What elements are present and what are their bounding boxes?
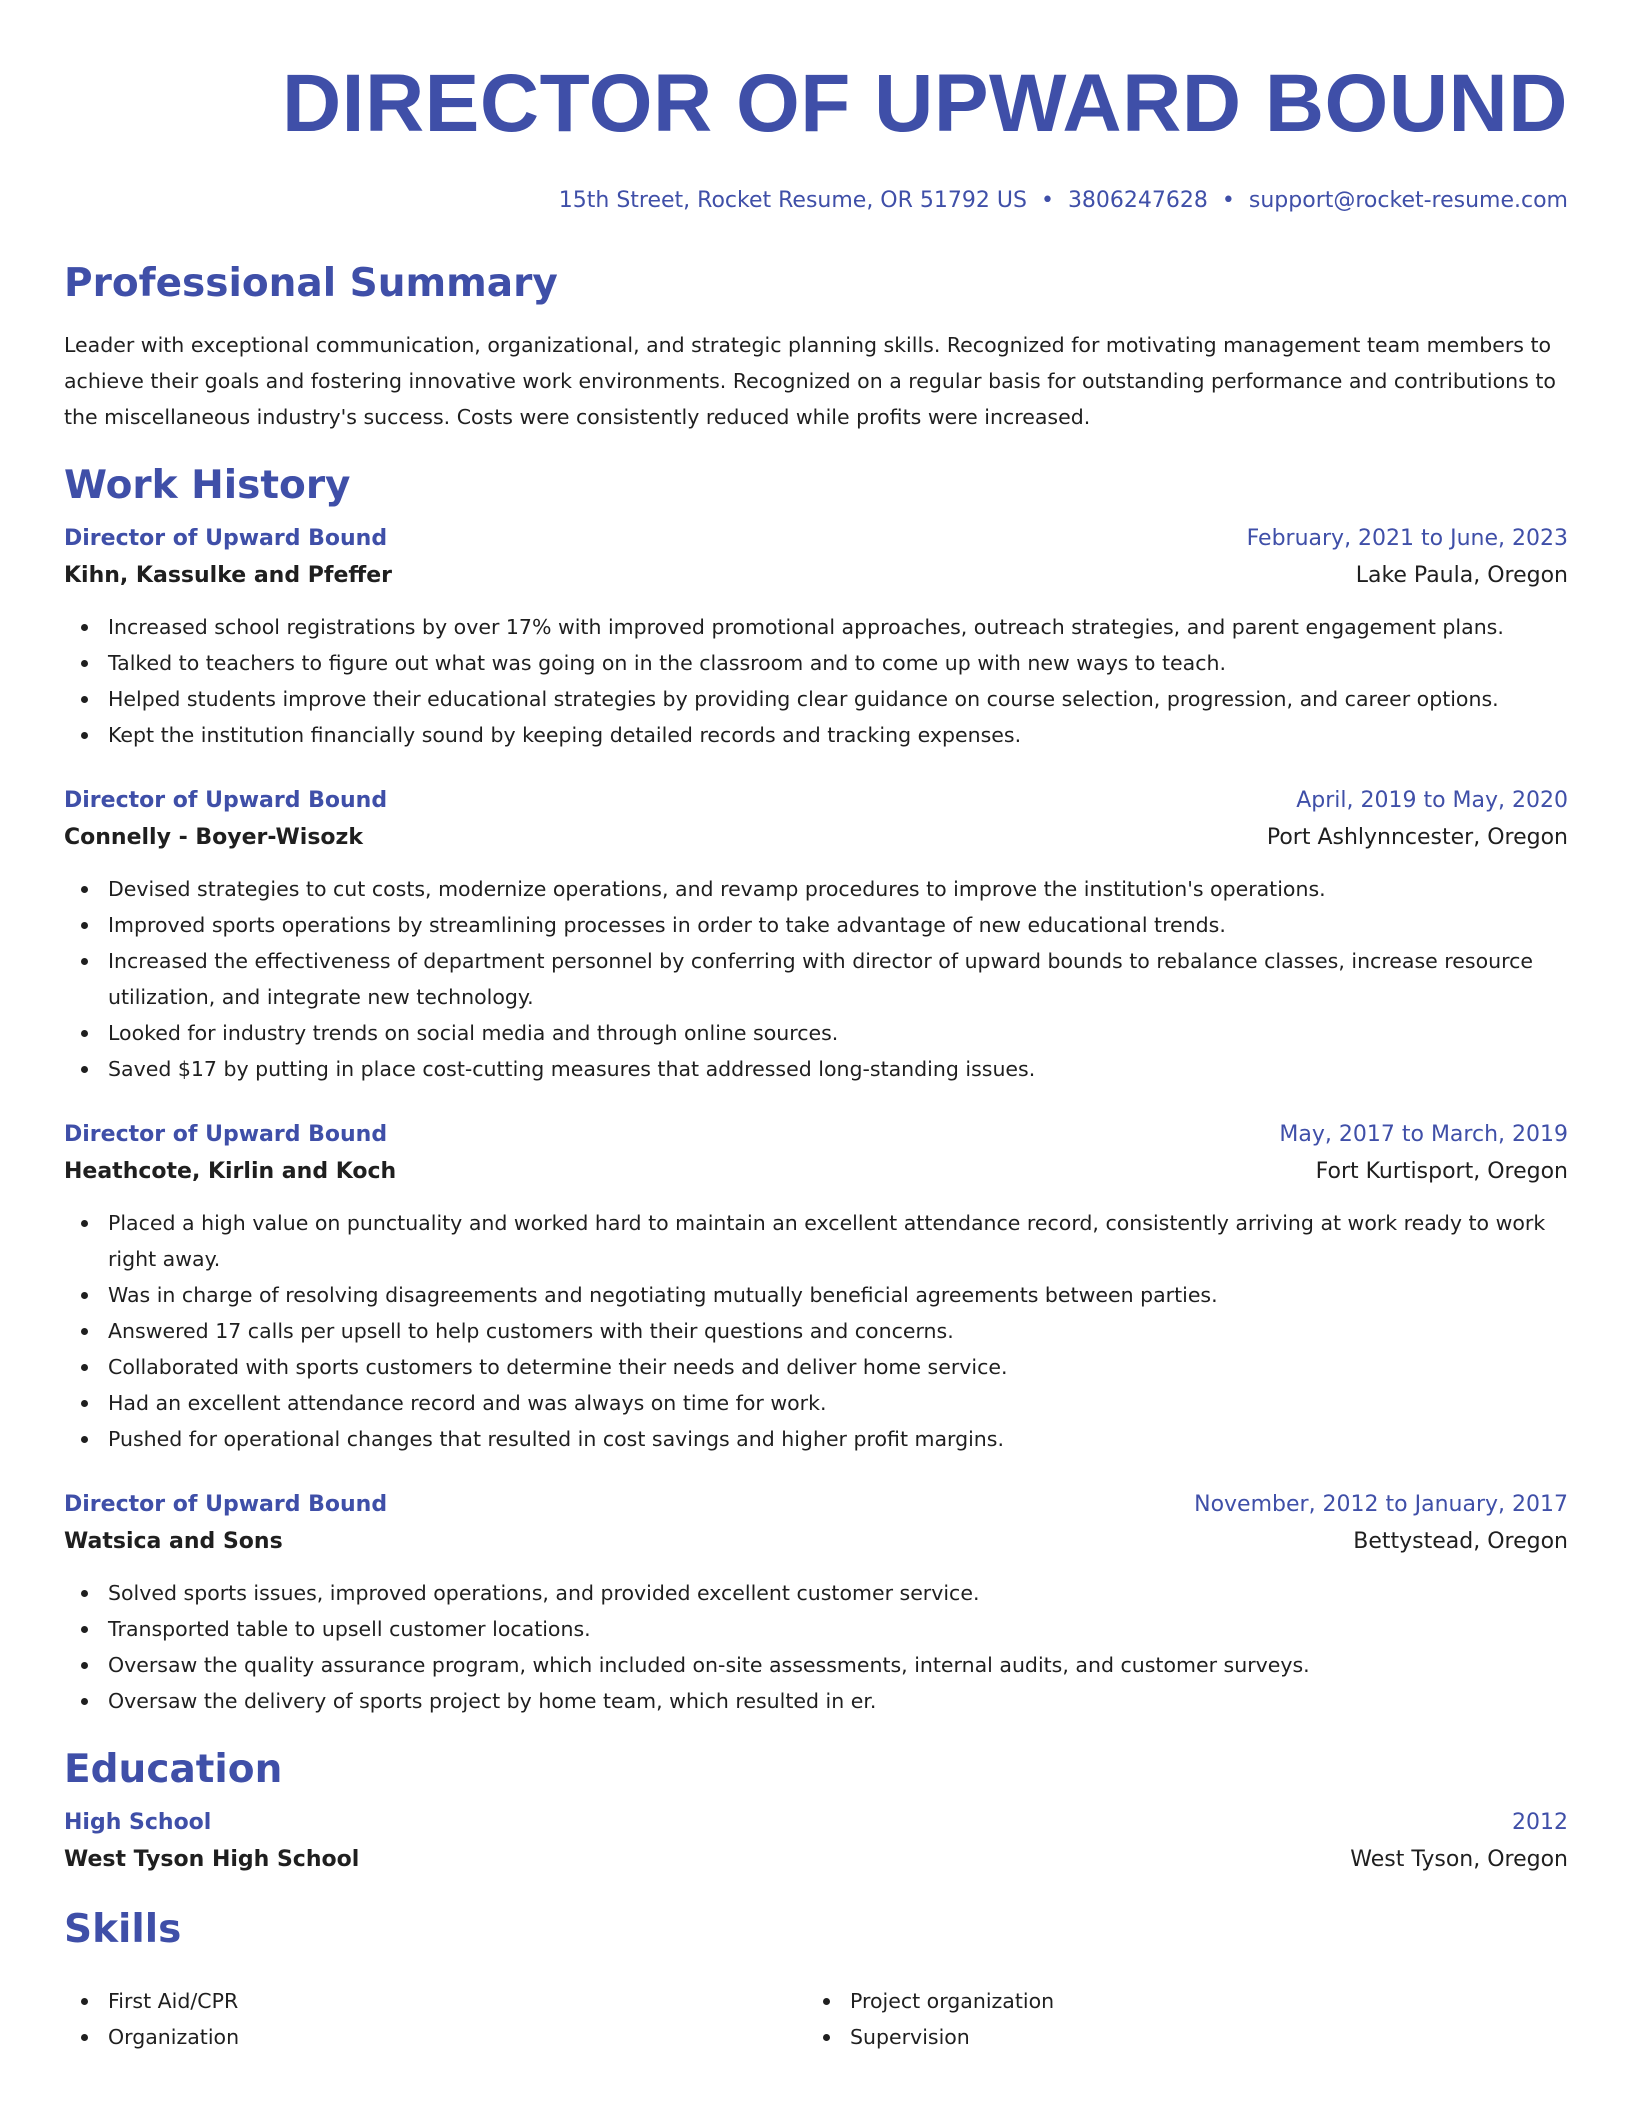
contact-line <box>64 186 1568 216</box>
job-bullets <box>64 1205 1568 1457</box>
job-bullet: Helped students improve their educational strategies by providing clear guidance on course selection, progression, and career options. <box>64 681 1568 717</box>
job-bullet: Improved sports operations by streamlining processes in order to take advantage of new educational trends. <box>64 907 1568 943</box>
job-bullet: Collaborated with sports customers to determine their needs and deliver home service. <box>64 1349 1568 1385</box>
job-location: Bettystead, Oregon <box>1353 1529 1568 1554</box>
job-bullet: Had an excellent attendance record and was always on time for work. <box>64 1385 1568 1421</box>
education-school: West Tyson High School <box>64 1847 360 1872</box>
contact-phone: 3806247628 <box>1067 188 1208 213</box>
summary-section <box>64 259 1568 435</box>
job-location: Lake Paula, Oregon <box>1355 563 1568 588</box>
candidate-title: DIRECTOR OF UPWARD BOUND <box>281 58 1568 149</box>
job-title: Director of Upward Bound <box>64 788 388 813</box>
contact-email[interactable]: support@rocket-resume.com <box>1248 188 1568 213</box>
job-bullet: Was in charge of resolving disagreements and negotiating mutually beneficial agreements between parties. <box>64 1277 1568 1313</box>
summary-heading: Professional Summary <box>64 261 558 306</box>
job-company: Watsica and Sons <box>64 1529 283 1554</box>
education-location: West Tyson, Oregon <box>1350 1847 1568 1872</box>
contact-separator: • <box>1221 188 1235 213</box>
job-bullets <box>64 609 1568 753</box>
job-company: Kihn, Kassulke and Pfeffer <box>64 563 392 588</box>
job-entry <box>64 521 1568 753</box>
job-entry <box>64 1487 1568 1719</box>
job-dates: November, 2012 to January, 2017 <box>1194 1492 1568 1517</box>
job-bullet: Talked to teachers to figure out what was going on in the classroom and to come up with new ways to teach. <box>64 645 1568 681</box>
work-history-heading: Work History <box>64 463 351 508</box>
job-bullet: Saved $17 by putting in place cost-cutting measures that addressed long-standing issues. <box>64 1051 1568 1087</box>
skills-columns <box>64 1969 1568 2055</box>
skills-section <box>64 1905 1568 2055</box>
job-bullet: Placed a high value on punctuality and worked hard to maintain an excellent attendance record, consistently arriving at work ready to work right away. <box>64 1205 1568 1277</box>
education-heading: Education <box>64 1747 283 1792</box>
job-bullet: Looked for industry trends on social media and through online sources. <box>64 1015 1568 1051</box>
job-bullet: Answered 17 calls per upsell to help customers with their questions and concerns. <box>64 1313 1568 1349</box>
job-dates: April, 2019 to May, 2020 <box>1296 788 1568 813</box>
job-bullet: Pushed for operational changes that resulted in cost savings and higher profit margins. <box>64 1421 1568 1457</box>
job-bullets <box>64 871 1568 1087</box>
job-bullet: Kept the institution financially sound by keeping detailed records and tracking expenses. <box>64 717 1568 753</box>
job-title: Director of Upward Bound <box>64 1492 388 1517</box>
job-location: Port Ashlynncester, Oregon <box>1266 825 1568 850</box>
job-bullet: Oversaw the delivery of sports project by home team, which resulted in er. <box>64 1683 1568 1719</box>
job-location: Fort Kurtisport, Oregon <box>1315 1159 1568 1184</box>
skill-item: First Aid/CPR <box>64 1983 806 2019</box>
job-bullet: Increased school registrations by over 17% with improved promotional approaches, outreach strategies, and parent engagement plans. <box>64 609 1568 645</box>
skill-item: Organization <box>64 2019 806 2055</box>
job-company: Connelly - Boyer-Wisozk <box>64 825 363 850</box>
job-title: Director of Upward Bound <box>64 1122 388 1147</box>
job-entry <box>64 1117 1568 1457</box>
job-title: Director of Upward Bound <box>64 526 388 551</box>
contact-address: 15th Street, Rocket Resume, OR 51792 US <box>558 188 1027 213</box>
skill-item: Project organization <box>806 1983 1548 2019</box>
job-dates: May, 2017 to March, 2019 <box>1279 1122 1568 1147</box>
job-bullet: Oversaw the quality assurance program, which included on-site assessments, internal audits, and customer surveys. <box>64 1647 1568 1683</box>
education-entry <box>64 1805 1568 1879</box>
education-year: 2012 <box>1512 1810 1568 1835</box>
skill-item: Supervision <box>806 2019 1548 2055</box>
summary-text: Leader with exceptional communication, organizational, and strategic planning skills. Recognized for motivating management team members to achieve their goals and fostering innovative work environments. Recognized on a regular basis for outstanding performance and contributions to the miscellaneous industry's success. Costs were consistently reduced while profits were increased. <box>64 333 1556 429</box>
skills-heading: Skills <box>64 1907 182 1952</box>
job-bullet: Increased the effectiveness of department personnel by conferring with director of upward bounds to rebalance classes, increase resource utilization, and integrate new technology. <box>64 943 1568 1015</box>
work-history-section <box>64 461 1568 1719</box>
resume-header <box>64 0 1568 216</box>
contact-separator: • <box>1040 188 1054 213</box>
education-degree: High School <box>64 1810 212 1835</box>
job-dates: February, 2021 to June, 2023 <box>1246 526 1568 551</box>
job-bullet: Devised strategies to cut costs, modernize operations, and revamp procedures to improve the institution's operations. <box>64 871 1568 907</box>
job-entry <box>64 783 1568 1087</box>
job-bullets <box>64 1575 1568 1719</box>
job-bullet: Solved sports issues, improved operations, and provided excellent customer service. <box>64 1575 1568 1611</box>
job-company: Heathcote, Kirlin and Koch <box>64 1159 397 1184</box>
job-list <box>64 521 1568 1719</box>
job-bullet: Transported table to upsell customer locations. <box>64 1611 1568 1647</box>
skills-list-right <box>806 1983 1548 2055</box>
skills-list-left <box>64 1983 806 2055</box>
education-section <box>64 1745 1568 1879</box>
